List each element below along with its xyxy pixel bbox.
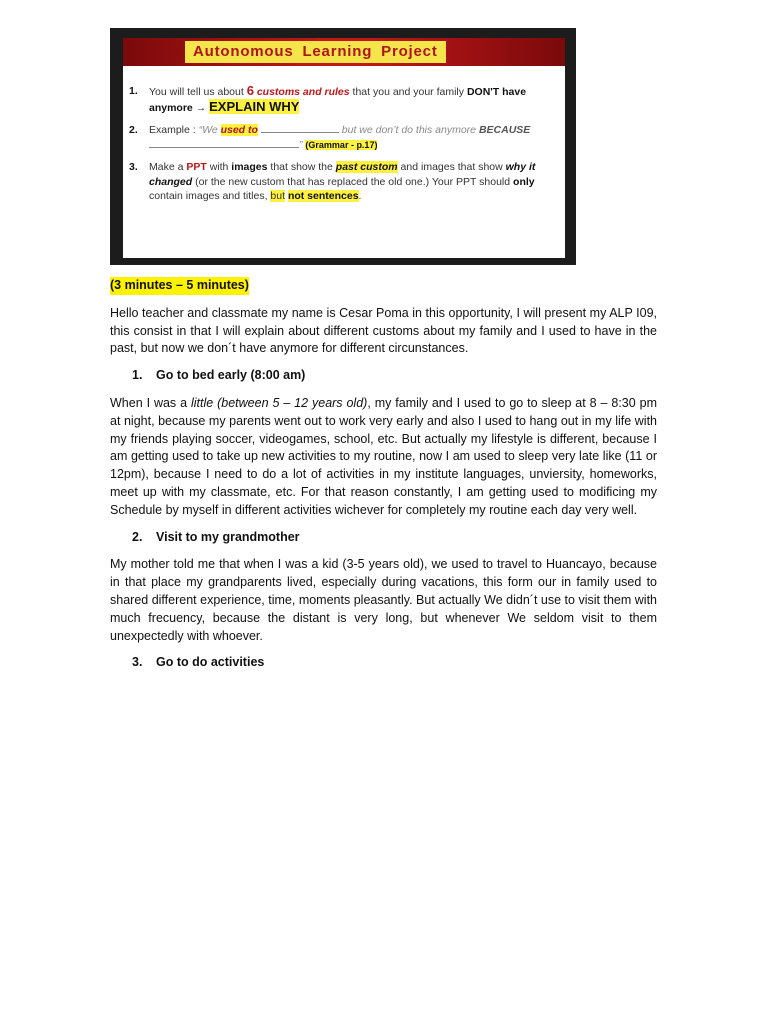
slide-text-bold: images — [231, 161, 268, 173]
document-body — [110, 277, 657, 682]
slide-text: (or the new custom that has replaced the old one.) Your PPT should — [192, 175, 514, 188]
slide-text-highlight: but — [270, 190, 286, 202]
slide-text: that you and your family — [349, 86, 467, 98]
slide-text: Example : — [149, 124, 199, 136]
slide-canvas — [123, 38, 565, 258]
section-title: Visit to my grandmother — [156, 529, 300, 544]
slide-item-number: 1. — [129, 85, 138, 97]
paragraph-text: When I was a — [110, 395, 191, 410]
grammar-reference: (Grammar - p.17) — [305, 139, 378, 150]
slide-text-bold: why it changed — [149, 161, 536, 188]
slide-item-number: 2. — [129, 124, 138, 136]
slide-item-3 — [129, 160, 549, 204]
slide-instructions — [129, 84, 549, 212]
slide-text: You will tell us about — [149, 86, 247, 98]
slide-text: and images that show — [397, 161, 506, 173]
section-2-paragraph: My mother told me that when I was a kid (3-5 years old), we used to travel to Huancayo, because in that place my grandparents lived, especially during vacations, this form our in family used to shared different experience, time, moments pleasantly. But actually We didn´t use to visit them with much frecuency, because the distant is very long, but whenever We seldom visit to them unexpectedly with whoever. — [110, 557, 657, 643]
slide-text-emphasis: 6 — [246, 83, 254, 98]
slide-text: Make a — [149, 161, 187, 173]
slide-text-bold: DON'T have anymore — [149, 86, 527, 114]
slide-item-2 — [129, 123, 549, 152]
slide-item-1 — [129, 84, 549, 115]
paragraph-italic: little (between 5 – 12 years old) — [190, 395, 368, 410]
slide-text-italic: but we don’t do this anymore — [338, 124, 479, 136]
slide-text-emphasis: customs and rules — [253, 86, 350, 98]
section-title: Go to bed early (8:00 am) — [156, 368, 306, 383]
section-heading-2 — [110, 529, 657, 547]
slide-text-italic: ” — [299, 138, 303, 151]
section-number: 2. — [132, 529, 143, 544]
slide-text-highlight: not sentences — [287, 190, 359, 202]
slide-text-highlight: used to — [220, 124, 258, 136]
slide-text: with — [206, 161, 232, 173]
slide-arrow: → — [192, 101, 210, 114]
slide-text-bold: BECAUSE — [478, 124, 531, 136]
slide-text: that show the — [267, 161, 336, 173]
section-number: 3. — [132, 655, 143, 670]
fill-blank-line — [149, 138, 299, 148]
slide-text-highlight: EXPLAIN WHY — [209, 98, 300, 114]
slide-text-italic: “We — [198, 124, 221, 136]
paragraph-text: , my family and I used to go to sleep at 8 – 8:30 pm at night, because my parents went out to work very early and also I used to hang out in my life with my friends playing soccer, videogames, school, etc. But actually my lifestyle is different, because I am getting used to take up new activities to my routine, now I am used to sleep very late like (11 or 12pm), because I need to do a lot of activities in my institute languages, unviersity, homeworks, meet up with my classmate, etc. For that reason constantly, I am getting used to modificing my Schedule by myself in different activities wichever for completely my routine each day very well. — [110, 395, 657, 517]
slide-title: Autonomous Learning Project — [185, 41, 446, 63]
slide-text-emphasis: PPT — [186, 161, 207, 173]
slide-text-highlight: past custom — [335, 161, 398, 173]
slide-image — [110, 28, 576, 265]
slide-text: . — [358, 190, 362, 202]
section-number: 1. — [132, 368, 143, 383]
slide-header-bar — [123, 38, 565, 66]
slide-text-bold: only — [513, 175, 535, 188]
slide-text: contain images and titles, — [149, 190, 271, 202]
section-heading-1 — [110, 367, 657, 385]
section-1-paragraph — [110, 395, 657, 520]
intro-paragraph: Hello teacher and classmate my name is Cesar Poma in this opportunity, I will present my ALP I09, this consist in that I will explain about different customs about my family and I used to have in the past, but now we don´t have anymore for different circunstances. — [110, 305, 657, 356]
section-heading-3 — [110, 654, 657, 672]
section-title: Go to do activities — [156, 655, 265, 670]
fill-blank-line — [261, 123, 339, 133]
time-note: (3 minutes – 5 minutes) — [110, 277, 249, 295]
slide-item-number: 3. — [129, 161, 138, 173]
